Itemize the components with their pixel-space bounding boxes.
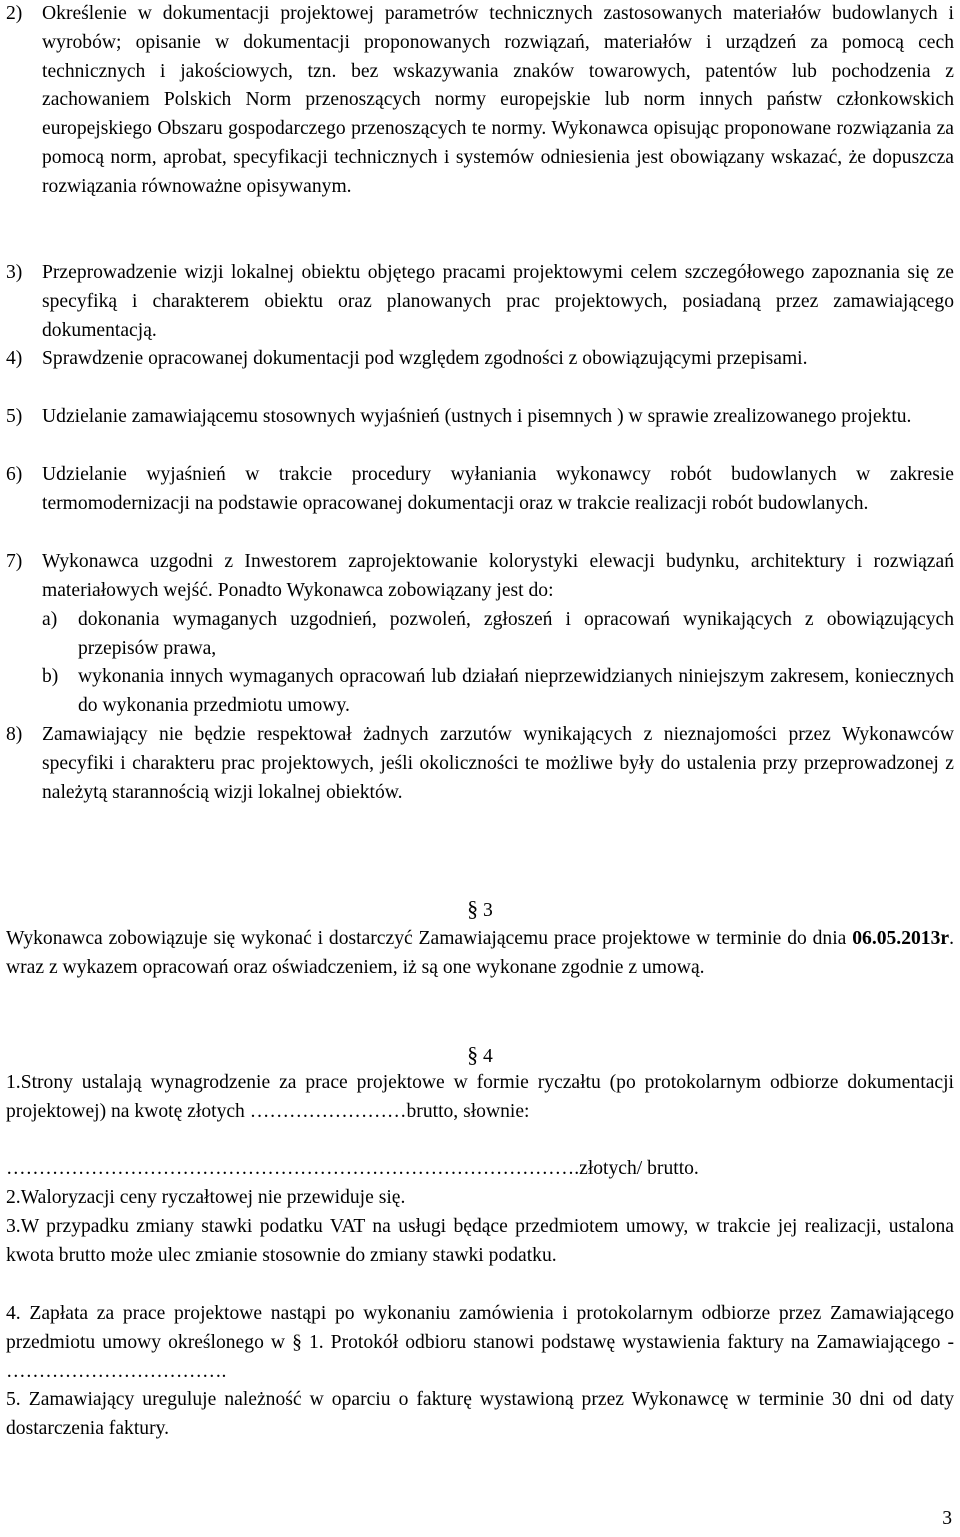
list-text: Udzielanie wyjaśnień w trakcie procedury wyłaniania wykonawcy robót budowlanych w zakresie termomodernizacji na podstawie opracowanej dokumentacji oraz w trakcie realizacji robót budowlanych. — [42, 464, 954, 514]
section-4-paragraph-2: 2.Waloryzacji ceny ryczałtowej nie przewiduje się. — [6, 1187, 406, 1208]
list-item-7 — [6, 548, 954, 606]
sub-item-b — [42, 663, 954, 721]
list-number: 2) — [6, 3, 23, 24]
section-3-paragraph — [6, 925, 954, 983]
list-number: 4) — [6, 348, 23, 369]
list-text: Sprawdzenie opracowanej dokumentacji pod względem zgodności z obowiązującymi przepisami. — [42, 348, 808, 369]
list-text: Zamawiający nie będzie respektował żadnych zarzutów wynikających z nieznajomości przez Wykonawców specyfiki i charakteru prac projektowych, jeśli okoliczności te możliwe były do ustalenia przy przeprowadzonej z należytą starannością wizji lokalnej obiektów. — [42, 724, 954, 803]
list-number: 3) — [6, 262, 23, 283]
list-text: Określenie w dokumentacji projektowej parametrów technicznych zastosowanych materiałów budowlanych i wyrobów; opisanie w dokumentacji proponowanych rozwiązań, materiałów i urządzeń za pomocą cech technicznych i jakościowych, tzn. bez wskazywania znaków towarowych, patentów lub pochodzenia z zachowaniem Polskich Norm przenoszących normy europejskie lub norm innych państw członkowskich europejskiego Obszaru gospodarczego przenoszących te normy. Wykonawca opisując proponowane rozwiązania za pomocą norm, aprobat, specyfikacji technicznych i systemów odniesienia jest obowiązany wskazać, że dopuszcza rozwiązania równoważne opisywanym. — [42, 3, 954, 197]
list-item-4 — [6, 345, 954, 374]
section-4-paragraph-3: 3.W przypadku zmiany stawki podatku VAT na usługi będące przedmiotem umowy, w trakcie jej realizacji, ustalona kwota brutto może ulec zmianie stosownie do zmiany stawki podatku. — [6, 1216, 954, 1266]
section-4-paragraph-4: 4. Zapłata za prace projektowe nastąpi po wykonaniu zamówienia i protokolarnym odbiorze przez Zamawiającego przedmiotu umowy określonego w § 1. Protokół odbioru stanowi podstawę wystawienia faktury na Zamawiającego - ……………………………. — [6, 1303, 954, 1382]
list-number: 6) — [6, 464, 23, 485]
deadline-date: 06.05.2013r — [852, 928, 950, 949]
sub-text: dokonania wymaganych uzgodnień, pozwoleń, zgłoszeń i opracowań wynikających z obowiązujących przepisów prawa, — [78, 609, 954, 659]
list-text: Przeprowadzenie wizji lokalnej obiektu objętego pracami projektowymi celem szczegółowego zapoznania się ze specyfiką i charakterem obiektu oraz planowanych prac projektowych, posiadaną przez zamawiającego dokumentacją. — [42, 262, 954, 341]
list-item-6 — [6, 461, 954, 519]
list-item-3 — [6, 259, 954, 345]
sub-item-a — [42, 606, 954, 664]
sub-number: a) — [42, 609, 58, 630]
section-4-paragraph-1b: …………………………………………………………………………….złotych/ brutto. — [6, 1158, 699, 1179]
section-4-heading — [0, 1041, 960, 1072]
sub-number: b) — [42, 666, 59, 687]
section-symbol: § — [467, 1042, 479, 1067]
section-number: 3 — [483, 900, 493, 921]
section-3-text-after: . wraz z wykazem opracowań oraz oświadczeniem, iż są one wykonane zgodnie z umową. — [6, 928, 954, 978]
section-3-heading — [0, 895, 960, 926]
list-number: 8) — [6, 724, 23, 745]
list-item-2 — [6, 0, 954, 202]
list-number: 5) — [6, 406, 23, 427]
list-text: Wykonawca uzgodni z Inwestorem zaprojektowanie kolorystyki elewacji budynku, architektury i rozwiązań materiałowych wejść. Ponadto Wykonawca zobowiązany jest do: — [42, 551, 954, 601]
list-number: 7) — [6, 551, 23, 572]
section-4-paragraph-1: 1.Strony ustalają wynagrodzenie za prace projektowe w formie ryczałtu (po protokolarnym odbiorze dokumentacji projektowej) na kwotę złotych ……………………brutto, słownie: — [6, 1072, 954, 1122]
section-3-text-before: Wykonawca zobowiązuje się wykonać i dostarczyć Zamawiającemu prace projektowe w terminie do dnia — [6, 928, 853, 949]
sub-text: wykonania innych wymaganych opracowań lub działań nieprzewidzianych niniejszym zakresem, koniecznych do wykonania przedmiotu umowy. — [78, 666, 954, 716]
page-number: 3 — [942, 1508, 952, 1529]
list-text: Udzielanie zamawiającemu stosownych wyjaśnień (ustnych i pisemnych ) w sprawie zrealizowanego projektu. — [42, 406, 912, 427]
list-item-8 — [6, 721, 954, 807]
section-symbol: § — [467, 896, 479, 921]
section-number: 4 — [483, 1046, 493, 1067]
section-4-paragraph-5: 5. Zamawiający ureguluje należność w oparciu o fakturę wystawioną przez Wykonawcę w terminie 30 dni od daty dostarczenia faktury. — [6, 1389, 954, 1439]
list-item-5 — [6, 403, 954, 432]
